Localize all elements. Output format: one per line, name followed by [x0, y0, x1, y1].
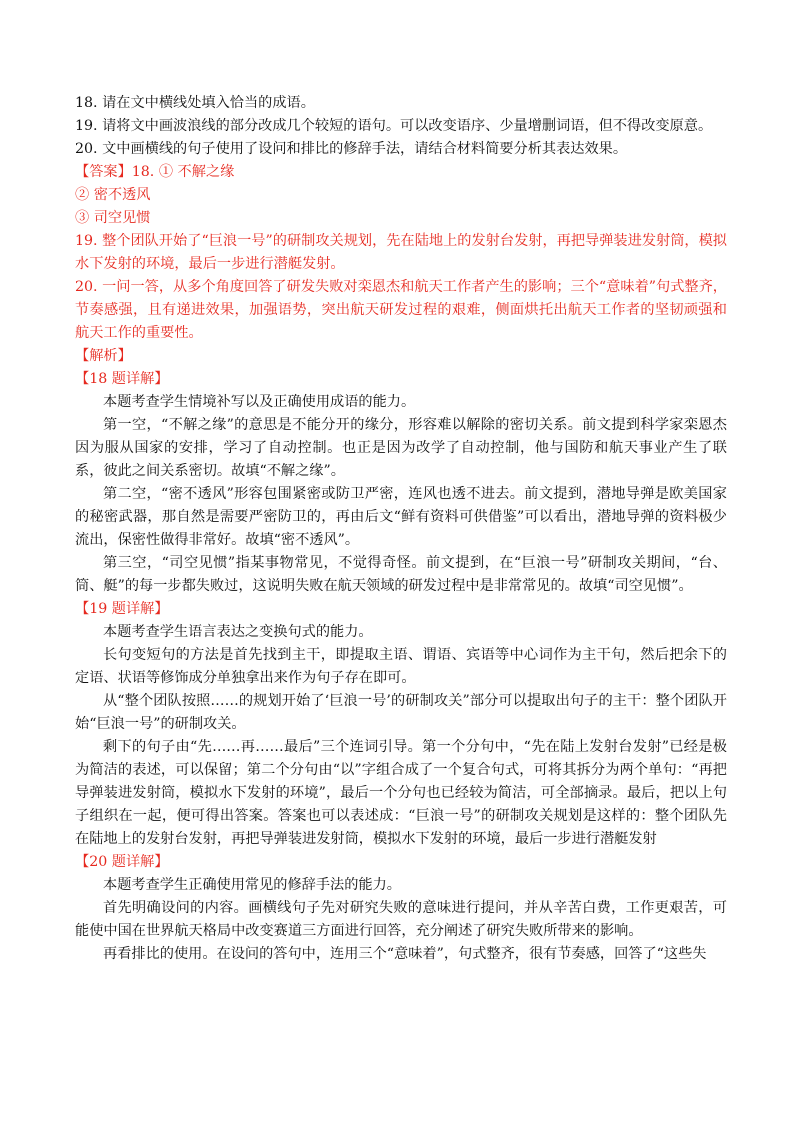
section-20-question: 首先明确设问的内容。画横线句子先对研究失败的意味进行提问，并从辛苦白费，工作更艰苦，可能使中国在世界航天格局中改变赛道三方面进行回答，充分阐述了研究失败所带来的影响。: [75, 900, 727, 939]
section-19-title: 【19 题详解】: [75, 601, 169, 617]
section-20-intro: 本题考查学生正确使用常见的修辞手法的能力。: [103, 877, 401, 893]
section-19-rest: 剩下的句子由“先……再……最后”三个连词引导。第一个分句中，“先在陆上发射台发射”已经是极为简洁的表述，可以保留；第二个分句由“以”字组合成了一个复合句式，可将其拆分为两个单句：“再把导弹装进发射筒，模拟水下发射的环境”，最后一个分句也已经较为简洁，可全部摘录。最后，把以上句子组织在一起，便可得出答案。答案也可以表述成：“巨浪一号”的研制攻关规划是这样的：整个团队先在陆地上的发射台发射，再把导弹装进发射筒，模拟水下发射的环境，最后一步进行潜艇发射: [75, 739, 727, 847]
section-19-trunk: 从“整个团队按照……的规划开始了‘巨浪一号’的研制攻关”部分可以提取出句子的主干：整个团队开始“巨浪一号”的研制攻关。: [75, 693, 727, 732]
answer-18-1: 【答案】18. ① 不解之缘: [75, 164, 235, 180]
section-19-method: 长句变短句的方法是首先找到主干，即提取主语、谓语、宾语等中心词作为主干句，然后把余下的定语、状语等修饰成分单独拿出来作为句子存在即可。: [75, 647, 727, 686]
answer-19: 19. 整个团队开始了“巨浪一号”的研制攻关规划，先在陆地上的发射台发射，再把导弹装进发射筒，模拟水下发射的环境，最后一步进行潜艇发射。: [75, 233, 727, 272]
question-20: 20. 文中画横线的句子使用了设问和排比的修辞手法，请结合材料简要分析其表达效果。: [75, 141, 628, 157]
answer-20: 20. 一问一答，从多个角度回答了研发失败对栾恩杰和航天工作者产生的影响；三个“意味着”句式整齐，节奏感强，且有递进效果，加强语势，突出航天研发过程的艰难，侧面烘托出航天工作者的坚韧顽强和航天工作的重要性。: [75, 279, 727, 341]
document-body: [75, 92, 727, 966]
section-18-blank-3: 第三空，“司空见惯”指某事物常见，不觉得奇怪。前文提到，在“巨浪一号”研制攻关期间，“台、筒、艇”的每一步都失败过，这说明失败在航天领域的研发过程中是非常常见的。故填“司空见惯”。: [75, 555, 727, 594]
section-18-blank-1: 第一空，“不解之缘”的意思是不能分开的缘分，形容难以解除的密切关系。前文提到科学家栾恩杰因为服从国家的安排，学习了自动控制。也正是因为改学了自动控制，他与国防和航天事业产生了联系，彼此之间关系密切。故填“不解之缘”。: [75, 417, 727, 479]
answer-18-2: ② 密不透风: [75, 187, 151, 203]
section-19-intro: 本题考查学生语言表达之变换句式的能力。: [103, 624, 373, 640]
question-18: 18. 请在文中横线处填入恰当的成语。: [75, 95, 315, 111]
section-20-title: 【20 题详解】: [75, 854, 169, 870]
question-19: 19. 请将文中画波浪线的部分改成几个较短的语句。可以改变语序、少量增删词语，但不得改变原意。: [75, 118, 713, 134]
section-20-parallelism: 再看排比的使用。在设问的答句中，连用三个“意味着”，句式整齐，很有节奏感，回答了“这些失: [103, 946, 707, 962]
analysis-label: 【解析】: [75, 348, 132, 364]
section-18-title: 【18 题详解】: [75, 371, 169, 387]
answer-18-3: ③ 司空见惯: [75, 210, 151, 226]
section-18-intro: 本题考查学生情境补写以及正确使用成语的能力。: [103, 394, 416, 410]
section-18-blank-2: 第二空，“密不透风”形容包围紧密或防卫严密，连风也透不进去。前文提到，潜地导弹是欧美国家的秘密武器，那自然是需要严密防卫的，再由后文“鲜有资料可供借鉴”可以看出，潜地导弹的资料极少流出，保密性做得非常好。故填“密不透风”。: [75, 486, 727, 548]
